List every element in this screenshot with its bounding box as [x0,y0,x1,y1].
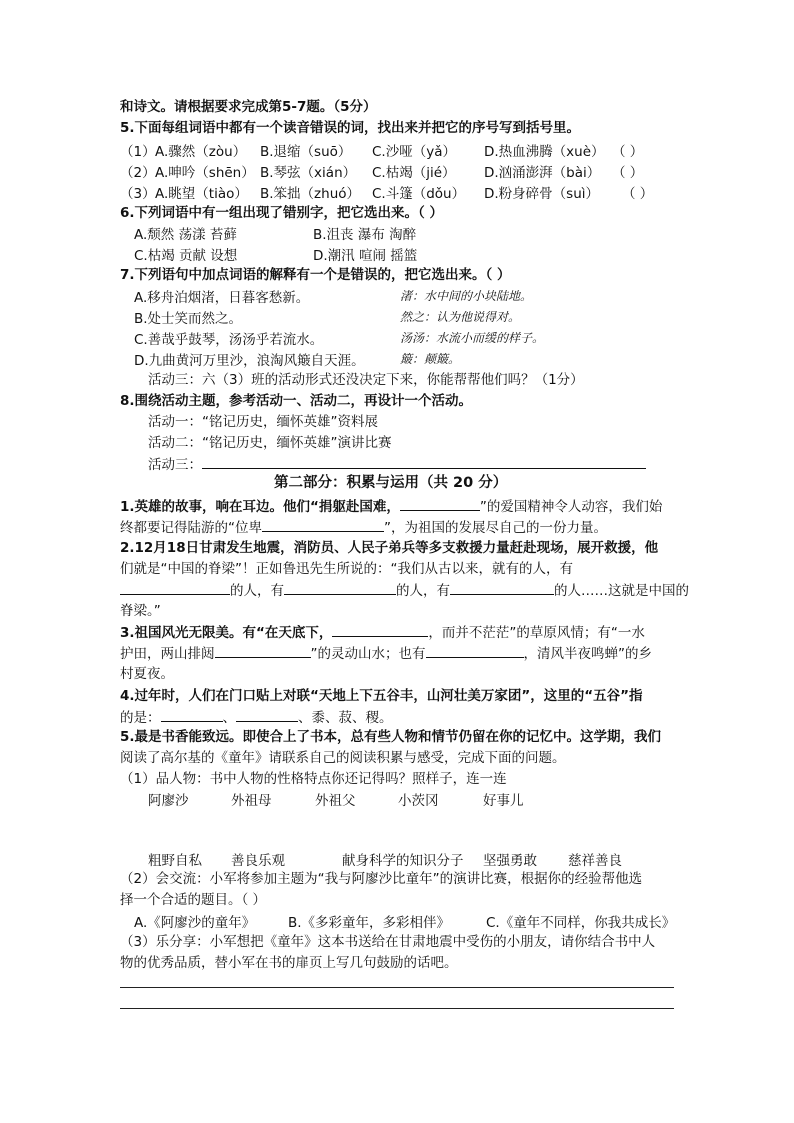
p2-line-1: 2.12月18日甘肃发生地震，消防员、人民子弟兵等多支救援力量赶赴现场，展开救援，他 [120,540,659,556]
trait-item[interactable]: 献身科学的知识分子 [342,853,464,869]
p5-sub-1: （1）品人物：书中人物的性格特点你还记得吗？照样子，连一连 [120,771,507,787]
trait-item[interactable]: 粗野自私 [148,853,202,869]
q5-option-b: B.笨拙（zhuó） [260,186,361,202]
trait-item[interactable]: 坚强勇敢 [483,853,537,869]
p1-text: ”，为祖国的发展尽自己的一份力量。 [384,520,607,536]
answer-paren[interactable]: （ ） [612,144,644,160]
p5-sub-2-line-2: 择一个合适的题目。（ ） [120,892,267,908]
q6-option-a: A.颓然 荡漾 苔藓 [134,227,237,243]
q8-answer-blank[interactable] [202,454,646,469]
q5-option-c: C.枯竭（jié） [372,165,456,181]
person-item[interactable]: 外祖母 [231,793,272,809]
p3-text: ”的灵动山水；也有 [310,646,426,662]
p5-line-2: 阅读了高尔基的《童年》请联系自己的阅读积累与感受，完成下面的问题。 [120,750,566,766]
p5-sub-3-line-2: 物的优秀品质，替小军在书的扉页上写几句鼓励的话吧。 [120,955,458,971]
q5-option-a: A.骤然（zòu） [155,144,247,160]
q8-activity-3 [148,454,646,475]
p2-line-4: 脊梁。” [120,603,161,619]
q7-note-c: 汤汤：水流小而缓的样子。 [400,331,545,345]
p3-line-1 [120,622,645,643]
p1-text: ”的爱国精神令人动容，我们始 [479,499,663,515]
p3-text: 3.祖国风光无限美。有“在天底下， [120,625,333,641]
person-item[interactable]: 小茨冈 [398,793,439,809]
p2-text: 的人，有 [230,583,284,599]
q5-row-number: （1） [120,144,156,160]
p2-text: 的人，有 [396,583,450,599]
p3-line-3: 村夏夜。 [120,666,174,682]
q7-item-c: C.善哉乎鼓琴，汤汤乎若流水。 [134,332,324,348]
q5-row-number: （2） [120,165,156,181]
p1-blank-2[interactable] [262,517,384,532]
p1-blank-1[interactable] [400,496,480,511]
p4-text: 、 [222,710,236,726]
p3-blank-1[interactable] [332,622,428,637]
q8-activity-1: 活动一：“铭记历史，缅怀英雄”资料展 [148,414,378,430]
q5-stem: 5.下面每组词语中都有一个读音错误的词，找出来并把它的序号写到括号里。 [120,120,581,136]
p1-text: 1.英雄的故事，响在耳边。他们“捐躯赴国难， [120,499,400,515]
q7-item-a: A.移舟泊烟渚，日暮客愁新。 [134,290,310,306]
p3-text: ，清风半夜鸣蝉”的乡 [523,646,652,662]
q5-option-b: B.琴弦（xián） [260,165,357,181]
p2-line-3 [120,580,689,601]
p1-text: 终都要记得陆游的“位卑 [120,520,262,536]
q6-option-b: B.沮丧 瀑布 淘醉 [313,227,417,243]
q7-note-d: 簸：颠簸。 [400,352,461,366]
trait-item[interactable]: 善良乐观 [231,853,285,869]
p3-blank-3[interactable] [426,643,524,658]
q5-option-a: A.呻吟（shēn） [155,165,255,181]
q5-row-number: （3） [120,186,156,202]
answer-line-1[interactable] [120,987,674,988]
q5-option-c: C.斗篷（dǒu） [372,186,466,202]
q5-option-a: A.眺望（tiào） [155,186,248,202]
person-item[interactable]: 外祖父 [315,793,356,809]
activity3-prompt: 活动三：六（3）班的活动形式还没决定下来，你能帮帮他们吗？（1分） [148,372,584,388]
q8-stem: 8.围绕活动主题，参考活动一、活动二，再设计一个活动。 [120,393,473,409]
p5-option-a[interactable]: A.《阿廖沙的童年》 [134,915,256,931]
p4-text: 的是： [120,710,161,726]
p5-line-1: 5.最是书香能致远。即使合上了书本，总有些人物和情节仍留在你的记忆中。这学期，我们 [120,729,662,745]
q5-option-b: B.退缩（suō） [260,144,352,160]
q7-note-b: 然之：认为他说得对。 [400,310,521,324]
answer-paren[interactable]: （ ） [622,186,654,202]
intro-line: 和诗文。请根据要求完成第5-7题。（5分） [120,99,377,115]
p4-blank-1[interactable] [161,707,223,722]
q6-option-d: D.潮汛 喧闹 摇篮 [313,248,418,264]
person-item[interactable]: 好事儿 [483,793,524,809]
p3-blank-2[interactable] [215,643,311,658]
p3-text: ，而并不茫茫”的草原风情；有“一水 [428,625,645,641]
answer-paren[interactable]: （ ） [612,165,644,181]
p1-line-1 [120,496,662,517]
p5-sub-2-line-1: （2）会交流：小军将参加主题为“我与阿廖沙比童年”的演讲比赛，根据你的经验帮他选 [120,871,643,887]
p3-line-2 [120,643,652,664]
p1-line-2 [120,517,607,538]
q5-option-c: C.沙哑（yǎ） [372,144,456,160]
q5-option-d: D.热血沸腾（xuè） [484,144,605,160]
answer-line-2[interactable] [120,1008,674,1009]
p3-text: 护田，两山排闼 [120,646,215,662]
p4-line-2 [120,707,393,728]
p5-option-b[interactable]: B.《多彩童年，多彩相伴》 [288,915,451,931]
p2-blank-2[interactable] [284,580,396,595]
q6-option-c: C.枯竭 贡献 设想 [134,248,238,264]
p4-blank-2[interactable] [236,707,298,722]
q7-stem: 7.下列语句中加点词语的解释有一个是错误的，把它选出来。（ ） [120,267,511,283]
p4-line-1: 4.过年时，人们在门口贴上对联“天地上下五谷丰，山河壮美万家团”，这里的“五谷”指 [120,688,643,704]
p4-text: 、黍、菽、稷。 [298,710,393,726]
q7-note-a: 渚：水中间的小块陆地。 [400,289,533,303]
p5-option-c[interactable]: C.《童年不同样，你我共成长》 [486,915,676,931]
q8-activity-2: 活动二：“铭记历史，缅怀英雄”演讲比赛 [148,435,392,451]
q7-item-b: B.处士笑而然之。 [134,311,243,327]
q8-activity-3-label: 活动三： [148,457,202,473]
q5-option-d: D.汹涌澎湃（bài） [484,165,601,181]
person-item[interactable]: 阿廖沙 [148,793,189,809]
p2-text: 的人……这就是中国的 [554,583,689,599]
p2-blank-3[interactable] [450,580,554,595]
p5-sub-3-line-1: （3）乐分享：小军想把《童年》这本书送给在甘肃地震中受伤的小朋友，请你结合书中人 [120,934,656,950]
q5-option-d: D.粉身碎骨（suì） [484,186,600,202]
q6-stem: 6.下列词语中有一组出现了错别字，把它选出来。（ ） [120,205,443,221]
q7-item-d: D.九曲黄河万里沙，浪淘风簸自天涯。 [134,353,365,369]
p2-blank-1[interactable] [120,580,230,595]
p2-line-2: 们就是“中国的脊梁”！正如鲁迅先生所说的：“我们从古以来，就有的人，有 [120,561,573,577]
part2-heading: 第二部分：积累与运用（共 20 分） [274,475,508,491]
trait-item[interactable]: 慈祥善良 [568,853,622,869]
